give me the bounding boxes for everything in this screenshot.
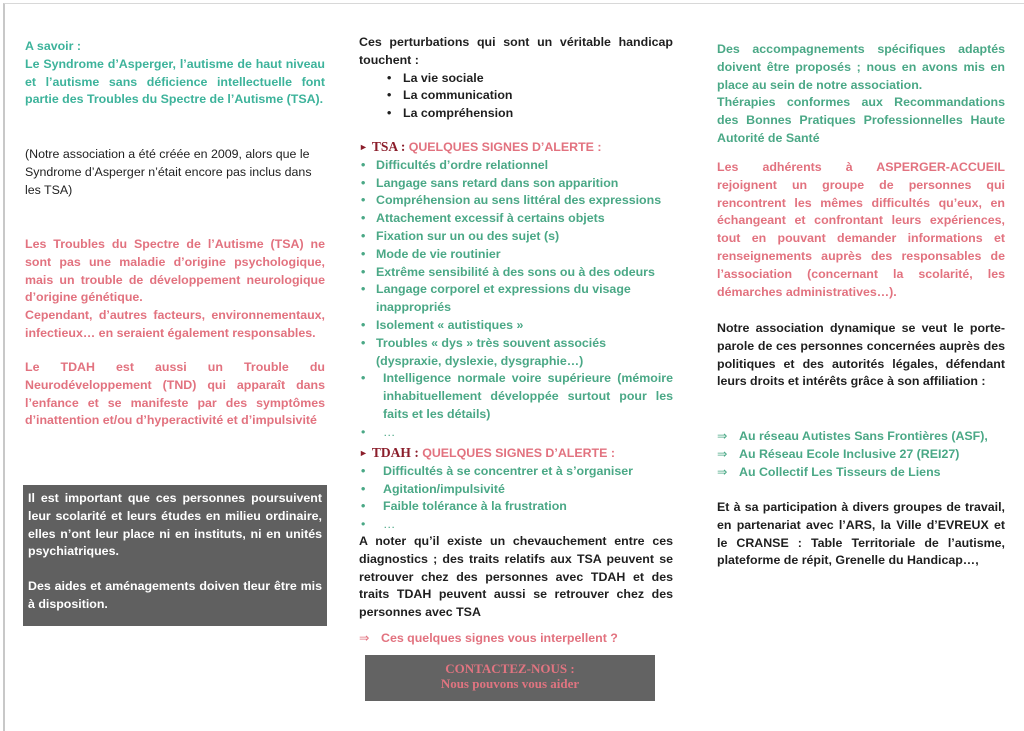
double-arrow-icon: ⇒ bbox=[717, 446, 728, 461]
tsa-sign-item: • Extrême sensibilité à des sons ou à des odeurs bbox=[359, 264, 673, 282]
a-savoir-text: Le Syndrome d’Asperger, l’autisme de haut niveau et l’autisme sans déficience intellectuelle font partie des Troubles du Spectre de l’Autisme (TSA). bbox=[25, 56, 325, 107]
heading-separator: : bbox=[410, 445, 423, 460]
triangle-marker-icon: ► bbox=[359, 142, 368, 152]
tdah-heading-label: QUELQUES SIGNES D’ALERTE : bbox=[422, 446, 615, 460]
partnership-text: Et à sa participation à divers groupes de travail, en partenariat avec l’ARS, la Ville d’EVREUX et le CRANSE : Table Territoriale de l’autisme, plateforme de répit, Grenelle du Handicap…, bbox=[717, 500, 1005, 568]
tsa-key: TSA bbox=[371, 139, 398, 154]
contact-us-subtitle: Nous pouvons vous aider bbox=[440, 676, 580, 691]
tsa-sign-item: • Fixation sur un ou des sujet (s) bbox=[359, 228, 673, 246]
double-arrow-icon: ⇒ bbox=[717, 464, 728, 479]
triangle-marker-icon: ► bbox=[359, 448, 368, 458]
tsa-sign-item: • Isolement « autistiques » bbox=[359, 317, 673, 335]
contact-us-title: CONTACTEZ-NOUS : bbox=[445, 661, 575, 676]
tdah-signs-list bbox=[359, 463, 673, 534]
tsa-sign-item: • … bbox=[359, 424, 673, 442]
tsa-sign-item: • Langage sans retard dans son apparition bbox=[359, 175, 673, 193]
tdah-sign-item: • Agitation/impulsivité bbox=[359, 481, 673, 499]
tdah-sign-item: • Difficultés à se concentrer et à s’organiser bbox=[359, 463, 673, 481]
schooling-text: Il est important que ces personnes poursuivent leur scolarité et leurs études en milieu ordinaire, elles n’ont leur place ni en instituts, ni en unités psychiatriques. bbox=[28, 491, 322, 559]
heading-separator: : bbox=[397, 139, 409, 154]
affiliation-item bbox=[717, 428, 1005, 446]
accommodations-text: Des aides et aménagements doiven tleur être mis à disposition. bbox=[28, 579, 322, 611]
affiliation-tisseurs: Au Collectif Les Tisseurs de Liens bbox=[739, 464, 941, 479]
support-text: Des accompagnements spécifiques adaptés doivent être proposés ; nous en avons mis en place au sein de notre association. bbox=[717, 42, 1005, 92]
therapies-text: Thérapies conformes aux Recommandations des Bonnes Pratiques Professionnelles Haute Autorité de Santé bbox=[717, 95, 1005, 145]
tdah-signs-section bbox=[359, 444, 673, 534]
tdah-sign-item: • … bbox=[359, 516, 673, 534]
tdah-heading bbox=[359, 444, 673, 463]
tdah-definition-text: Le TDAH est aussi un Trouble du Neurodéveloppement (TND) qui apparaît dans l’enfance et se manifeste par des symptômes d’inattention et/ou d’hyperactivité et d’impulsivité bbox=[25, 360, 325, 428]
affiliations-list bbox=[717, 428, 1005, 481]
a-savoir-label: A savoir : bbox=[25, 39, 82, 53]
tsa-signs-list bbox=[359, 157, 673, 442]
affiliation-item bbox=[717, 464, 1005, 482]
tsa-sign-item: • Compréhension au sens littéral des expressions bbox=[359, 192, 673, 210]
impact-item: • La vie sociale bbox=[359, 70, 673, 88]
impact-item: • La compréhension bbox=[359, 105, 673, 123]
tsa-heading-label: QUELQUES SIGNES D’ALERTE : bbox=[408, 140, 602, 154]
tsa-sign-item: • Langage corporel et expressions du visage inappropriés bbox=[359, 281, 673, 317]
association-note: (Notre association a été créée en 2009, alors que le Syndrome d’Asperger n’était encore pas inclus dans les TSA) bbox=[25, 147, 312, 197]
tsa-sign-item: • Troubles « dys » très souvent associés (dyspraxie, dyslexie, dysgraphie…) bbox=[359, 335, 673, 371]
tsa-heading bbox=[359, 138, 673, 157]
other-factors-text: Cependant, d’autres facteurs, environnementaux, infectieux… en seraient également responsables. bbox=[25, 308, 325, 340]
members-text: Les adhérents à ASPERGER-ACCUEIL rejoignent un groupe de personnes qui rencontrent les mêmes difficultés qu’eux, en échangeant et confrontant leurs expériences, tout en pouvant demander informations et renseignements auprès des responsables de l’association (concernant la scolarité, les démarches administratives…). bbox=[717, 160, 1005, 299]
impact-list bbox=[359, 70, 673, 123]
impact-item: • La communication bbox=[359, 87, 673, 105]
affiliation-rei27: Au Réseau Ecole Inclusive 27 (REI27) bbox=[739, 446, 960, 461]
tsa-sign-item: • Attachement excessif à certains objets bbox=[359, 210, 673, 228]
double-arrow-icon: ⇒ bbox=[717, 429, 728, 443]
impact-section bbox=[359, 34, 673, 123]
contact-us-box[interactable] bbox=[365, 655, 655, 701]
schooling-gray-box bbox=[23, 485, 327, 626]
double-arrow-icon: ⇒ bbox=[359, 631, 370, 645]
call-to-action bbox=[359, 630, 673, 648]
affiliation-asf: Au réseau Autistes Sans Frontières (ASF), bbox=[739, 429, 988, 443]
tdah-key: TDAH bbox=[371, 445, 411, 460]
advocacy-text: Notre association dynamique se veut le porte-parole de ces personnes concernées auprès des politiques et des autorités légales, défendant leurs droits et intérêts grâce à son affiliation : bbox=[717, 321, 1005, 389]
a-savoir-section bbox=[25, 38, 325, 109]
tsa-origin-text: Les Troubles du Spectre de l’Autisme (TSA) ne sont pas une maladie d’origine psychologique, mais un trouble de développement neurologique d’origine génétique. bbox=[25, 237, 325, 305]
overlap-note: A noter qu’il existe un chevauchement entre ces diagnostics ; des traits relatifs aux TSA peuvent se retrouver chez des personnes avec TDAH et des traits TDAH peuvent aussi se retrouver chez des personnes avec TSA bbox=[359, 534, 673, 620]
tsa-sign-item: • Intelligence normale voire supérieure (mémoire inhabituellement développée surtout pour les faits et les détails) bbox=[359, 370, 673, 423]
tsa-sign-item: • Difficultés d’ordre relationnel bbox=[359, 157, 673, 175]
tsa-signs-section bbox=[359, 138, 673, 442]
tsa-sign-item: • Mode de vie routinier bbox=[359, 246, 673, 264]
tdah-sign-item: • Faible tolérance à la frustration bbox=[359, 498, 673, 516]
impact-intro: Ces perturbations qui sont un véritable handicap touchent : bbox=[359, 35, 673, 67]
affiliation-item bbox=[717, 446, 1005, 464]
call-to-action-text: Ces quelques signes vous interpellent ? bbox=[381, 631, 618, 645]
support-section bbox=[717, 41, 1005, 148]
